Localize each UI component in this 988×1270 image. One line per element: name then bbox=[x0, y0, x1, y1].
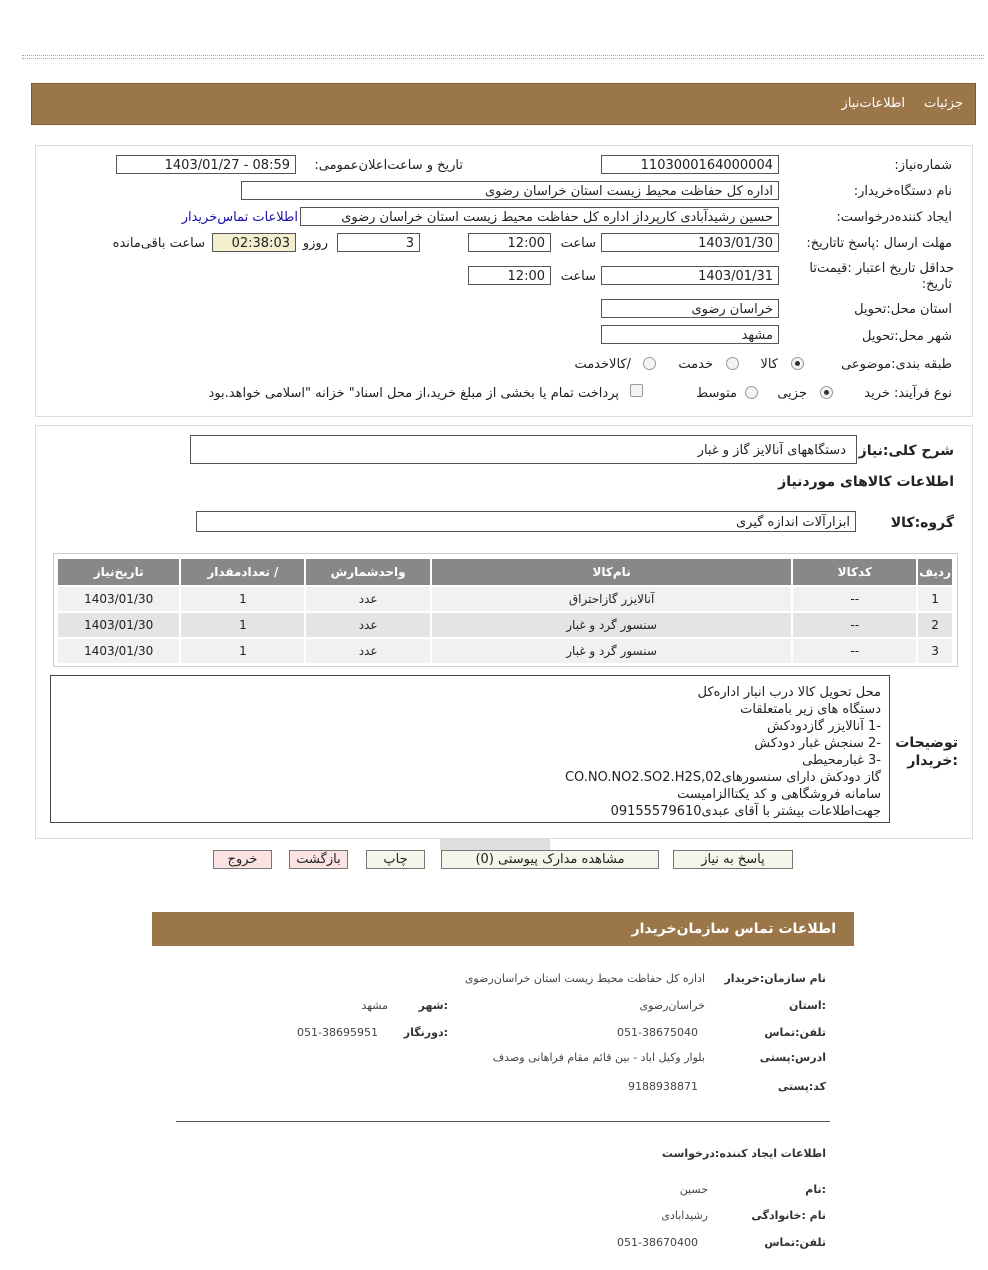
note-line: محل تحویل کالا درب انبار اداره‌کل bbox=[697, 685, 881, 700]
process-partial-label: جزیی bbox=[777, 386, 807, 401]
validity-label-2: تاریخ: bbox=[921, 277, 952, 292]
summary-field: دستگا‌ههای آنالایز گاز و غبار bbox=[190, 435, 857, 464]
cell-unit: عدد bbox=[306, 613, 429, 637]
process-medium-label: متوسط bbox=[696, 386, 737, 401]
announce-field: 1403/01/27 - 08:59 bbox=[116, 155, 296, 174]
cell-name: سنسور گرد و غبار bbox=[432, 639, 792, 663]
creator-info-title: اطلاعات ایجاد کننده:درخواست bbox=[661, 1147, 826, 1160]
reply-button[interactable]: پاسخ به نیاز bbox=[673, 850, 793, 869]
creator-family-label: نام :خانوادگی bbox=[751, 1209, 826, 1222]
back-button[interactable]: بازگشت bbox=[289, 850, 348, 869]
top-divider-2 bbox=[22, 58, 984, 59]
category-service-radio[interactable] bbox=[726, 357, 739, 370]
validity-label: حداقل تاریخ اعتبار :قیمت‌تا bbox=[809, 261, 954, 276]
treasury-payment-note: پرداخت تمام یا بخشی از مبلغ خرید،از محل اسناد" خزانه "اسلامی خواهد.بود bbox=[208, 386, 619, 401]
org-label: نام سازمان:خریدار bbox=[724, 972, 826, 985]
need-number-label: شماره‌نیاز: bbox=[894, 158, 952, 173]
category-service-label: خدمت bbox=[678, 357, 713, 372]
contact-city-label: :شهر bbox=[418, 999, 448, 1012]
creator-field: حسین رشیدآبادی کارپرداز اداره کل حفاظت محیط زیست استان خراسان رضوی bbox=[300, 207, 779, 226]
province-label: استان محل:تحویل bbox=[854, 302, 952, 317]
tab-need-info[interactable]: اطلاعات‌نیاز bbox=[841, 96, 905, 111]
table-row bbox=[58, 613, 952, 637]
note-line: -2 سنجش غبار دودکش bbox=[754, 736, 881, 751]
contact-phone-value: 051-38675040 bbox=[617, 1026, 698, 1039]
contact-header bbox=[152, 912, 854, 946]
note-line: گاز دودکش دارای سنسورهای02,CO.NO.NO2.SO2.H2S bbox=[564, 770, 881, 785]
items-table bbox=[56, 557, 954, 665]
buyer-org-field: اداره کل حفاظت محیط زیست استان خراسان رضوی bbox=[241, 181, 779, 200]
contact-fax-label: :دورنگار bbox=[403, 1026, 448, 1039]
note-line: -1 آنالایزر گازدودکش bbox=[767, 719, 881, 734]
note-line: دستگاه های زیر با‌متعلقات bbox=[740, 702, 881, 717]
note-line: سامانه فروشگاهی و کد یکتاالزامیست bbox=[677, 787, 881, 802]
cell-code: -- bbox=[793, 639, 916, 663]
days-count: 3 bbox=[337, 233, 420, 252]
col-date: تاریخ‌نیاز bbox=[58, 559, 179, 585]
creator-phone-label: تلفن:تماس bbox=[764, 1236, 826, 1249]
contact-city-value: مشهد bbox=[361, 999, 388, 1012]
process-medium-radio[interactable] bbox=[745, 386, 758, 399]
cell-date: 1403/01/30 bbox=[58, 613, 179, 637]
cell-date: 1403/01/30 bbox=[58, 587, 179, 611]
attachments-button[interactable]: مشاهده مدارک پیوستی (0) bbox=[441, 850, 659, 869]
contact-divider bbox=[176, 1121, 830, 1122]
buyer-notes-label: توضیحات bbox=[895, 735, 958, 751]
send-deadline-date: 1403/01/30 bbox=[601, 233, 779, 252]
top-divider bbox=[22, 55, 984, 56]
city-field: مشهد bbox=[601, 325, 779, 344]
col-qty: / تعداد‌مقدار bbox=[181, 559, 304, 585]
goods-group-label: گروه:کالا bbox=[890, 515, 954, 531]
city-label: شهر محل:تحویل bbox=[862, 329, 952, 344]
summary-label: شرح کلی:نیاز bbox=[858, 443, 954, 459]
tab-details[interactable]: جزئیات bbox=[924, 96, 963, 111]
category-goods-radio[interactable] bbox=[791, 357, 804, 370]
col-code: کدکالا bbox=[793, 559, 916, 585]
process-partial-radio[interactable] bbox=[820, 386, 833, 399]
validity-time-label: ساعت bbox=[560, 269, 596, 284]
note-line: جهت‌اطلاعات بیشتر با آقای عبدی09155579610 bbox=[610, 804, 881, 819]
cell-date: 1403/01/30 bbox=[58, 639, 179, 663]
process-label: نوع فرآیند: خرید bbox=[864, 386, 952, 401]
validity-date: 1403/01/31 bbox=[601, 266, 779, 285]
send-deadline-time: 12:00 bbox=[468, 233, 551, 252]
col-name: نام‌کالا bbox=[432, 559, 792, 585]
cell-qty: 1 bbox=[181, 613, 304, 637]
remaining-label: ساعت باقی‌مانده bbox=[112, 236, 205, 251]
table-row bbox=[58, 639, 952, 663]
org-value: اداره کل حفاظت محیط زیست استان خراسان‌رضوی bbox=[464, 972, 705, 985]
cell-unit: عدد bbox=[306, 587, 429, 611]
cell-row: 2 bbox=[918, 613, 952, 637]
note-line: -3 غبار‌محیطی bbox=[802, 753, 881, 768]
cell-unit: عدد bbox=[306, 639, 429, 663]
treasury-payment-checkbox[interactable] bbox=[630, 384, 643, 397]
validity-time: 12:00 bbox=[468, 266, 551, 285]
buyer-org-label: نام دستگاه‌خریدار: bbox=[853, 184, 952, 199]
address-value: بلوار وکیل اباد - بین قائم مقام فراهانی وصدف bbox=[492, 1051, 705, 1064]
contact-title: اطلاعات تماس سازمان‌خریدار bbox=[631, 921, 836, 937]
cell-qty: 1 bbox=[181, 639, 304, 663]
contact-phone-label: تلفن:تماس bbox=[764, 1026, 826, 1039]
creator-phone-value: 051-38670400 bbox=[617, 1236, 698, 1249]
goods-info-title: اطلاعات کالاهای مورد‌نیاز bbox=[778, 474, 954, 490]
category-both-radio[interactable] bbox=[643, 357, 656, 370]
cell-qty: 1 bbox=[181, 587, 304, 611]
table-row bbox=[58, 587, 952, 611]
creator-label: ایجاد کننده‌درخواست: bbox=[836, 210, 952, 225]
contact-province-value: خراسان‌رضوی bbox=[639, 999, 705, 1012]
address-label: ادرس:پستی bbox=[759, 1051, 826, 1064]
category-goods-label: کالا bbox=[760, 357, 778, 372]
exit-button[interactable]: خروج bbox=[213, 850, 272, 869]
days-label: روزو bbox=[302, 236, 328, 251]
creator-name-label: :نام bbox=[805, 1183, 826, 1196]
col-row: ردیف bbox=[918, 559, 952, 585]
buyer-contact-link[interactable]: اطلاعات تماس‌خریدار bbox=[181, 210, 298, 225]
buyer-notes-label-2: :خریدار bbox=[907, 753, 958, 769]
creator-name-value: حسین bbox=[679, 1183, 708, 1196]
col-unit: واحد‌شمارش bbox=[306, 559, 429, 585]
remaining-time: 02:38:03 bbox=[212, 233, 296, 252]
category-both-label: /کالاخدمت bbox=[574, 357, 631, 372]
cell-code: -- bbox=[793, 587, 916, 611]
cell-code: -- bbox=[793, 613, 916, 637]
need-number-field: 1103000164000004 bbox=[601, 155, 779, 174]
send-time-label: ساعت bbox=[560, 236, 596, 251]
contact-fax-value: 051-38695951 bbox=[297, 1026, 378, 1039]
cell-name: سنسور گرد و غبار bbox=[432, 613, 792, 637]
postal-label: کد:پستی bbox=[777, 1080, 826, 1093]
category-label: طبقه بندی:موضوعی bbox=[841, 357, 952, 372]
cell-row: 3 bbox=[918, 639, 952, 663]
details-header bbox=[31, 83, 976, 125]
print-button[interactable]: چاپ bbox=[366, 850, 425, 869]
province-field: خراسان رضوی bbox=[601, 299, 779, 318]
cell-row: 1 bbox=[918, 587, 952, 611]
creator-family-value: رشیدابادی bbox=[661, 1209, 708, 1222]
goods-group-field: ابزارآلات اندازه گیری bbox=[196, 511, 856, 532]
postal-value: 9188938871 bbox=[628, 1080, 698, 1093]
contact-province-label: :استان bbox=[789, 999, 826, 1012]
send-deadline-label: مهلت ارسال :پاسخ تا‌تاریخ: bbox=[806, 236, 952, 251]
buyer-notes-box bbox=[50, 675, 890, 823]
announce-label: تاریخ و ساعت‌اعلان‌عمومی: bbox=[314, 158, 463, 173]
cell-name: آنالایزر گازاحتراق bbox=[432, 587, 792, 611]
